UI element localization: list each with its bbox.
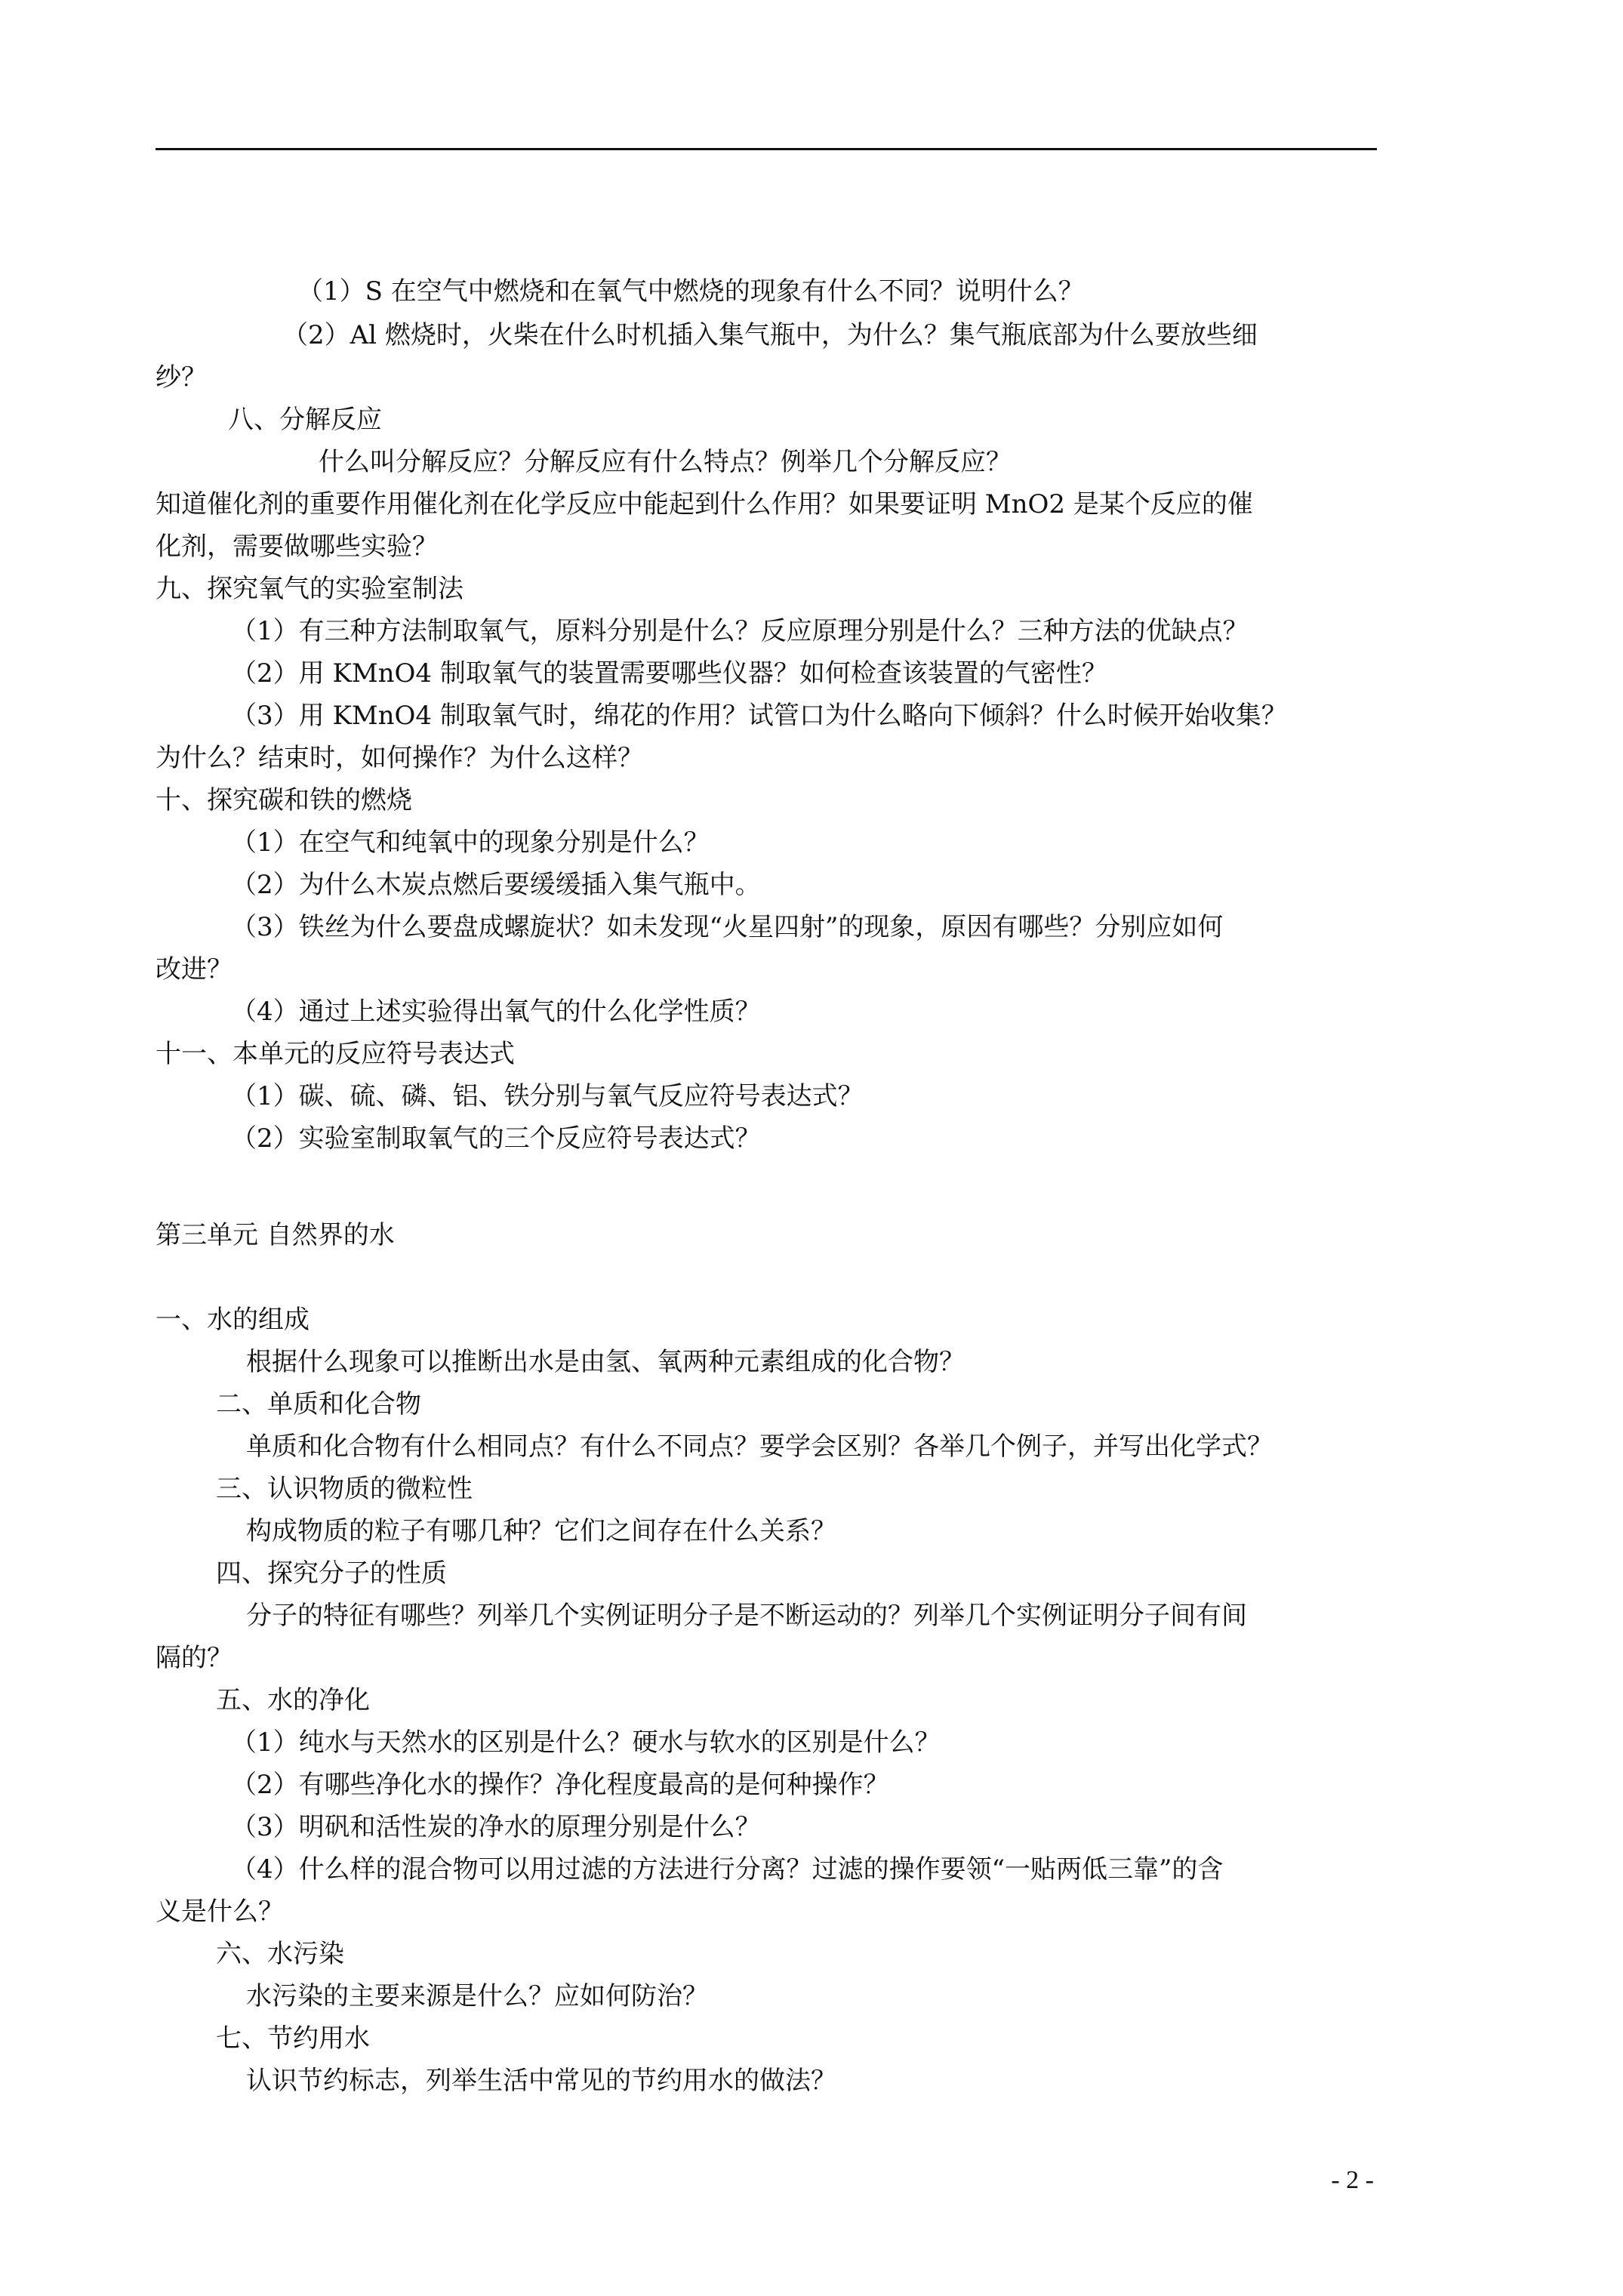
question-line: （1）在空气和纯氧中的现象分别是什么？: [231, 827, 710, 858]
question-line: （1）碳、硫、磷、铝、铁分别与氧气反应符号表达式？: [231, 1081, 864, 1111]
question-line: 认识节约标志，列举生活中常见的节约用水的做法？: [246, 2066, 836, 2096]
header-rule: [156, 148, 1377, 150]
question-line: （3）明矾和活性炭的净水的原理分别是什么？: [231, 1812, 761, 1842]
question-line: 改进？: [156, 954, 233, 985]
section-heading: 六、水污染: [216, 1939, 344, 1969]
question-line: 什么叫分解反应？分解反应有什么特点？例举几个分解反应？: [319, 447, 1012, 477]
section-heading: 二、单质和化合物: [216, 1389, 421, 1419]
section-heading: 十一、本单元的反应符号表达式: [156, 1039, 515, 1069]
question-line: （2）有哪些净化水的操作？净化程度最高的是何种操作？: [231, 1770, 889, 1800]
question-line: 隔的？: [156, 1643, 233, 1673]
question-line: （2）为什么木炭点燃后要缓缓插入集气瓶中。: [231, 870, 761, 900]
section-heading: 三、认识物质的微粒性: [216, 1474, 473, 1504]
section-heading: 八、分解反应: [228, 405, 382, 435]
question-line: （2）Al 燃烧时，火柴在什么时机插入集气瓶中，为什么？集气瓶底部为什么要放些细: [282, 320, 1258, 350]
question-line: （2）实验室制取氧气的三个反应符号表达式？: [231, 1123, 761, 1154]
section-heading: 十、探究碳和铁的燃烧: [156, 785, 412, 815]
section-heading: 五、水的净化: [216, 1685, 370, 1715]
question-line: （3）用 KMnO4 制取氧气时，绵花的作用？试管口为什么略向下倾斜？什么时候开始收集？: [231, 701, 1287, 731]
question-line: （4）通过上述实验得出氧气的什么化学性质？: [231, 997, 761, 1027]
section-heading: 一、水的组成: [156, 1305, 310, 1335]
section-heading: 七、节约用水: [216, 2023, 370, 2054]
question-line: 知道催化剂的重要作用催化剂在化学反应中能起到什么作用？如果要证明 MnO2 是某个反应的催: [156, 489, 1253, 519]
page-number: - 2 -: [1331, 2166, 1374, 2194]
question-line: （1）有三种方法制取氧气，原料分别是什么？反应原理分别是什么？三种方法的优缺点？: [231, 616, 1249, 646]
question-line: 为什么？结束时，如何操作？为什么这样？: [156, 743, 643, 773]
question-line: （1）S 在空气中燃烧和在氧气中燃烧的现象有什么不同？说明什么？: [297, 276, 1084, 307]
question-line: （3）铁丝为什么要盘成螺旋状？如未发现“火星四射”的现象，原因有哪些？分别应如何: [231, 912, 1224, 942]
section-heading: 四、探究分子的性质: [216, 1558, 447, 1589]
question-line: 纱？: [156, 362, 207, 393]
question-line: 分子的特征有哪些？列举几个实例证明分子是不断运动的？列举几个实例证明分子间有间: [246, 1601, 1247, 1631]
question-line: 单质和化合物有什么相同点？有什么不同点？要学会区别？各举几个例子，并写出化学式？: [246, 1432, 1273, 1462]
question-line: （2）用 KMnO4 制取氧气的装置需要哪些仪器？如何检查该装置的气密性？: [231, 658, 1107, 689]
question-line: 根据什么现象可以推断出水是由氢、氧两种元素组成的化合物？: [246, 1347, 965, 1377]
question-line: （1）纯水与天然水的区别是什么？硬水与软水的区别是什么？: [231, 1727, 941, 1758]
question-line: 水污染的主要来源是什么？应如何防治？: [246, 1981, 708, 2011]
question-line: （4）什么样的混合物可以用过滤的方法进行分离？过滤的操作要领“一贴两低三靠”的含: [231, 1854, 1224, 1885]
unit-title: 第三单元 自然界的水: [156, 1220, 395, 1250]
question-line: 化剂，需要做哪些实验？: [156, 532, 438, 562]
section-heading: 九、探究氧气的实验室制法: [156, 574, 463, 604]
question-line: 义是什么？: [156, 1897, 284, 1927]
question-line: 构成物质的粒子有哪几种？它们之间存在什么关系？: [246, 1516, 836, 1546]
